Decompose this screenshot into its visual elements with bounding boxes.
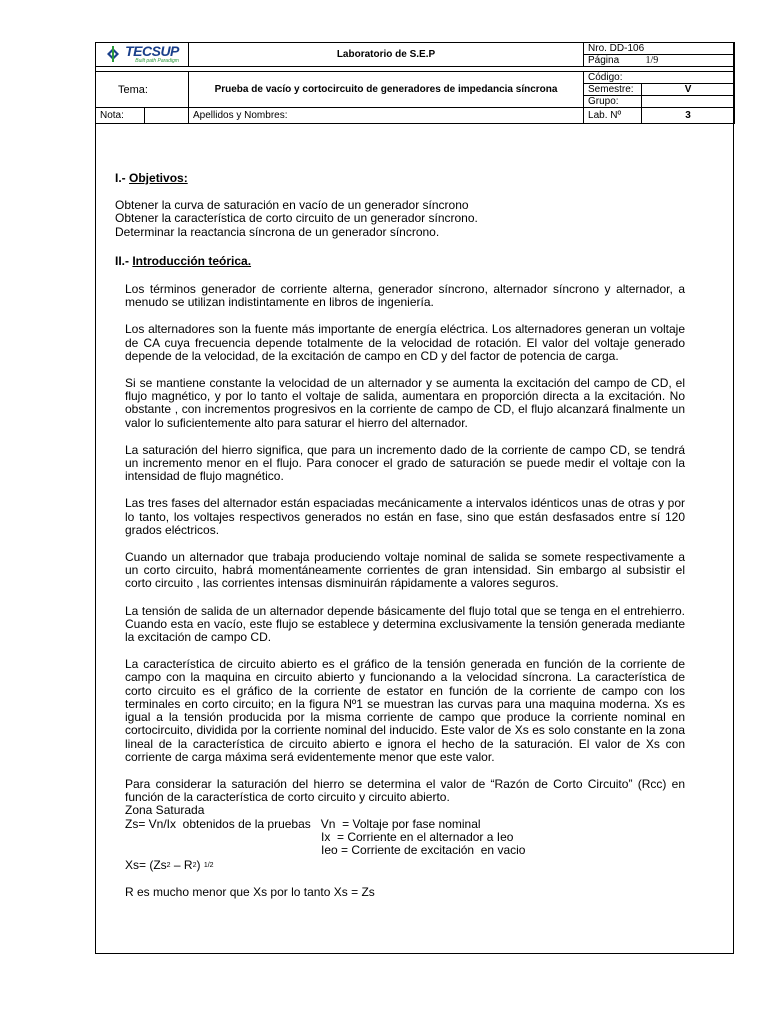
lab-title: Laboratorio de S.E.P [189, 43, 584, 67]
intro-paragraph: Los términos generador de corriente alterna, generador síncrono, alternador síncrono y alternador, a menudo se utilizan indistintamente en libros de ingeniería. [125, 282, 685, 310]
intro-paragraph: Para considerar la saturación del hierro se determina el valor de “Razón de Corto Circuito” (Rcc) en función de la característica de corto circuito y circuito abierto. [125, 776, 685, 805]
tecsup-logo-icon [105, 46, 121, 62]
zona-saturada-label: Zona Saturada [125, 803, 205, 818]
intro-paragraph: Cuando un alternador que trabaja produciendo voltaje nominal de salida se somete respectivamente a un corto circuito, habrá momentáneamente corrientes de gran intensidad. Sin embargo al subsistir el corto circuito , las corrientes intensas disminuirán rápidamente a valores seguros. [125, 550, 685, 591]
tema-title: Prueba de vacío y cortocircuito de generadores de impedancia síncrona [189, 72, 584, 108]
logo-subtext: Built path Paradigm [135, 58, 179, 64]
nota-label: Nota: [96, 108, 145, 124]
logo-cell [96, 43, 189, 67]
objective-item: Obtener la característica de corto circuito de un generador síncrono. [115, 211, 478, 226]
lab-nro-label: Lab. Nº [584, 108, 642, 124]
pagina-value: 1/9 [642, 55, 735, 67]
zs-formula: Zs= Vn/Ix obtenidos de la pruebas Vn = Voltaje por fase nominal [125, 816, 481, 831]
lab-nro-value: 3 [642, 108, 735, 124]
intro-paragraph: La saturación del hierro significa, que para un incremento dado de la corriente de campo CD, se tendrá un incremento menor en el flujo. Para conocer el grado de saturación se puede medir el voltaje con la intensidad de flujo magnético. [125, 442, 685, 484]
ix-definition: Ix = Corriente en el alternador a Ieo [321, 829, 514, 844]
grupo-label: Grupo: [584, 96, 642, 108]
objective-item: Determinar la reactancia síncrona de un generador síncrono. [115, 224, 440, 239]
codigo-label: Código: [584, 72, 735, 84]
tema-label: Tema: [96, 72, 189, 108]
tecsup-logo [105, 44, 179, 64]
semestre-label: Semestre: [584, 84, 642, 96]
xs-formula: $Xs= (Zs^2 - R^2)$ $^{1/2}$ [125, 858, 214, 873]
apellidos-label: Apellidos y Nombres: [189, 108, 584, 124]
intro-paragraph: Los alternadores son la fuente más importante de energía eléctrica. Los alternadores generan un voltaje de CA cuya frecuencia depende totalmente de la velocidad de rotación. El valor del voltaje generado depende de la velocidad, de la excitación de campo en CD y del factor de potencia de carga. [125, 322, 685, 363]
grupo-value [642, 96, 735, 108]
header-table [95, 42, 735, 124]
semestre-value: V [642, 84, 735, 96]
logo-text: TECSUP [125, 43, 179, 59]
intro-paragraph: Si se mantiene constante la velocidad de un alternador y se aumenta la excitación del campo de CD, el flujo magnético, y por lo tanto el voltaje de salida, aumentara en proporción directa a la excitación. No obstante , con incrementos progresivos en la corriente de campo de CD, el flujo alcanzará finalmente un valor lo suficientemente alto para saturar el hierro del alternador. [125, 376, 685, 430]
pagina-label: Página [584, 55, 642, 67]
section-objetivos-heading: I.- Objetivos: [115, 171, 188, 185]
intro-paragraph: Las tres fases del alternador están espaciadas mecánicamente a intervalos idénticos unas de otras y por lo tanto, los voltajes respectivos generados no están en fase, sino que están desfasados entre sí 120 grados eléctricos. [125, 496, 685, 537]
objective-item: Obtener la curva de saturación en vacío de un generador síncrono [115, 198, 469, 213]
intro-paragraph: La tensión de salida de un alternador depende básicamente del flujo total que se tenga en el entrehierro. Cuando esta en vacío, este flujo se establece y determina exclusivamente la tensión generada mediante la excitación de campo CD. [125, 603, 685, 645]
intro-paragraph: La característica de circuito abierto es el gráfico de la tensión generada en función de la corriente de campo con la maquina en circuito abierto y funcionando a la velocidad síncrona. La característica de corto circuito es el gráfico de la corriente de estator en función de la corriente de campo con los terminales en corto circuito; en la figura Nº1 se muestran las curvas para una maquina moderna. Xs es igual a la tensión producida por la misma corriente de campo que produce la corriente nominal en cortocircuito, dividida por la corriente nominal del inducido. Este valor de Xs es solo constante en la zona lineal de la característica de circuito abierto e ignora el hecho de la saturación. El valor de Xs con corriente de carga máxima será evidentemente menor que este valor. [125, 657, 685, 764]
nota-value [145, 108, 189, 124]
ieo-definition: Ieo = Corriente de excitación en vacio [321, 842, 526, 857]
document-body [115, 172, 685, 900]
nro-cell: Nro. DD-106 [584, 43, 735, 55]
section-introduccion-heading: II.- Introducción teórica. [115, 253, 252, 268]
r-conclusion: R es mucho menor que Xs por lo tanto Xs = Zs [125, 885, 375, 900]
